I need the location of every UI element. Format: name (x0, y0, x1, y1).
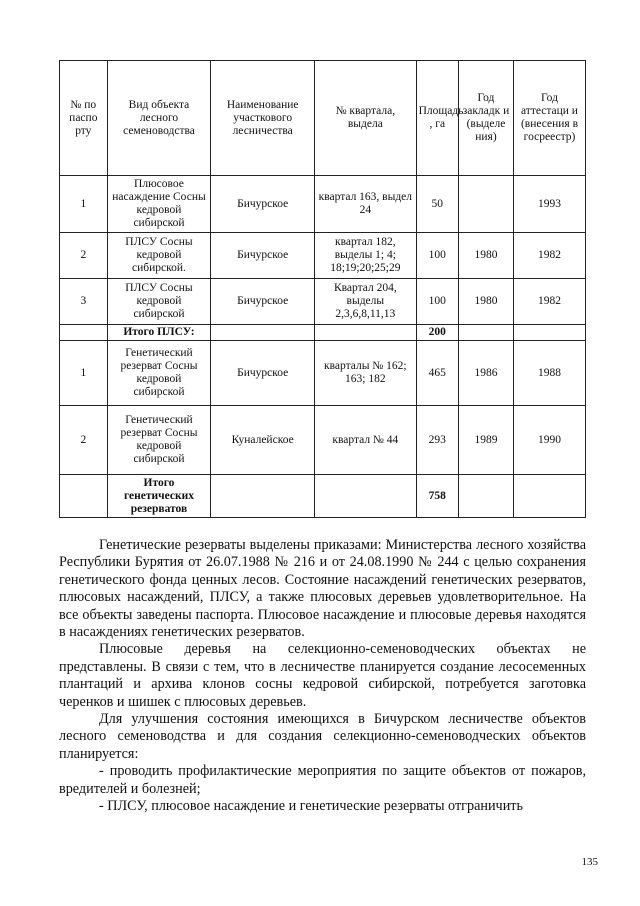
cell-forestry (211, 475, 315, 518)
cell-year-laid (458, 475, 513, 518)
cell-year-cert: 1990 (513, 406, 585, 475)
cell-year-cert: 1993 (513, 176, 585, 233)
cell-year-laid: 1986 (458, 341, 513, 406)
cell-quarter: квартал № 44 (315, 406, 417, 475)
header-cell: № квартала, выдела (315, 61, 417, 176)
header-cell: Вид объекта лесного семеноводства (107, 61, 211, 176)
cell-area: 293 (416, 406, 458, 475)
page-number: 135 (581, 856, 598, 868)
header-cell: № по паспо рту (60, 61, 108, 176)
body-text (59, 537, 586, 816)
paragraph: Для улучшения состояния имеющихся в Бичурском лесничестве объектов лесного семеноводства и для создания селекционно-семеноводческих объектов планируется: (59, 711, 586, 762)
cell-forestry: Бичурское (211, 341, 315, 406)
header-cell: Год закладк и (выделе ния) (458, 61, 513, 176)
table-total-row (60, 325, 586, 341)
paragraph: - ПЛСУ, плюсовое насаждение и генетические резерваты отграничить (99, 798, 523, 815)
cell-year-cert (513, 475, 585, 518)
cell-year-laid: 1980 (458, 279, 513, 325)
header-cell: Наименование участкового лесничества (211, 61, 315, 176)
table-row (60, 233, 586, 279)
cell-forestry: Бичурское (211, 176, 315, 233)
cell-year-cert: 1982 (513, 233, 585, 279)
cell-area: 100 (416, 233, 458, 279)
table-row (60, 406, 586, 475)
header-cell: Год аттестаци и (внесения в госреестр) (513, 61, 585, 176)
cell-no: 1 (60, 176, 108, 233)
cell-year-laid: 1989 (458, 406, 513, 475)
table-row (60, 341, 586, 406)
table-row (60, 176, 586, 233)
cell-year-laid (458, 176, 513, 233)
cell-forestry (211, 325, 315, 341)
cell-type: Итого ПЛСУ: (107, 325, 211, 341)
cell-quarter: квартал 163, выдел 24 (315, 176, 417, 233)
table-total-row (60, 475, 586, 518)
cell-type: ПЛСУ Сосны кедровой сибирской. (107, 233, 211, 279)
cell-quarter: Квартал 204, выделы 2,3,6,8,11,13 (315, 279, 417, 325)
cell-no: 2 (60, 406, 108, 475)
cell-quarter: кварталы № 162; 163; 182 (315, 341, 417, 406)
cell-no: 3 (60, 279, 108, 325)
cell-quarter: квартал 182, выделы 1; 4; 18;19;20;25;29 (315, 233, 417, 279)
cell-forestry: Бичурское (211, 233, 315, 279)
paragraph: - проводить профилактические мероприятия по защите объектов от пожаров, вредителей и болезней; (59, 763, 586, 797)
cell-forestry: Бичурское (211, 279, 315, 325)
paragraph: Генетические резерваты выделены приказами: Министерства лесного хозяйства Республики Бурятия от 26.07.1988 № 216 и от 24.08.1990 № 244 с целью сохранения генетического фонда ценных лесов. Состояние насаждений генетических резерватов, плюсовых насаждений, ПЛСУ, а также плюсовых деревьев удовлетворительное. На все объекты заведены паспорта. Плюсовое насаждение и плюсовые деревья находятся в насаждениях генетических резерватов. (59, 537, 586, 641)
table-row (60, 279, 586, 325)
cell-type: Генетический резерват Сосны кедровой сибирской (107, 406, 211, 475)
cell-year-cert (513, 325, 585, 341)
cell-area: 758 (416, 475, 458, 518)
cell-area: 465 (416, 341, 458, 406)
cell-quarter (315, 475, 417, 518)
cell-area: 50 (416, 176, 458, 233)
cell-type: Итого генетических резерватов (107, 475, 211, 518)
cell-quarter (315, 325, 417, 341)
cell-year-laid: 1980 (458, 233, 513, 279)
cell-no (60, 325, 108, 341)
cell-year-cert: 1988 (513, 341, 585, 406)
header-cell: Площадь , га (416, 61, 458, 176)
cell-year-cert: 1982 (513, 279, 585, 325)
table-header-row (60, 61, 586, 176)
cell-type: Генетический резерват Сосны кедровой сибирской (107, 341, 211, 406)
paragraph: Плюсовые деревья на селекционно-семеноводческих объектах не представлены. В связи с тем, что в лесничестве планируется создание лесосеменных плантаций и архива клонов сосны кедровой сибирской, потребуется заготовка черенков и шишек с плюсовых деревьев. (59, 641, 586, 710)
cell-area: 100 (416, 279, 458, 325)
cell-area: 200 (416, 325, 458, 341)
cell-forestry: Куналейское (211, 406, 315, 475)
cell-no: 2 (60, 233, 108, 279)
cell-year-laid (458, 325, 513, 341)
cell-no: 1 (60, 341, 108, 406)
cell-type: ПЛСУ Сосны кедровой сибирской (107, 279, 211, 325)
seed-objects-table (59, 60, 586, 518)
cell-type: Плюсовое насаждение Сосны кедровой сибирской (107, 176, 211, 233)
cell-no (60, 475, 108, 518)
